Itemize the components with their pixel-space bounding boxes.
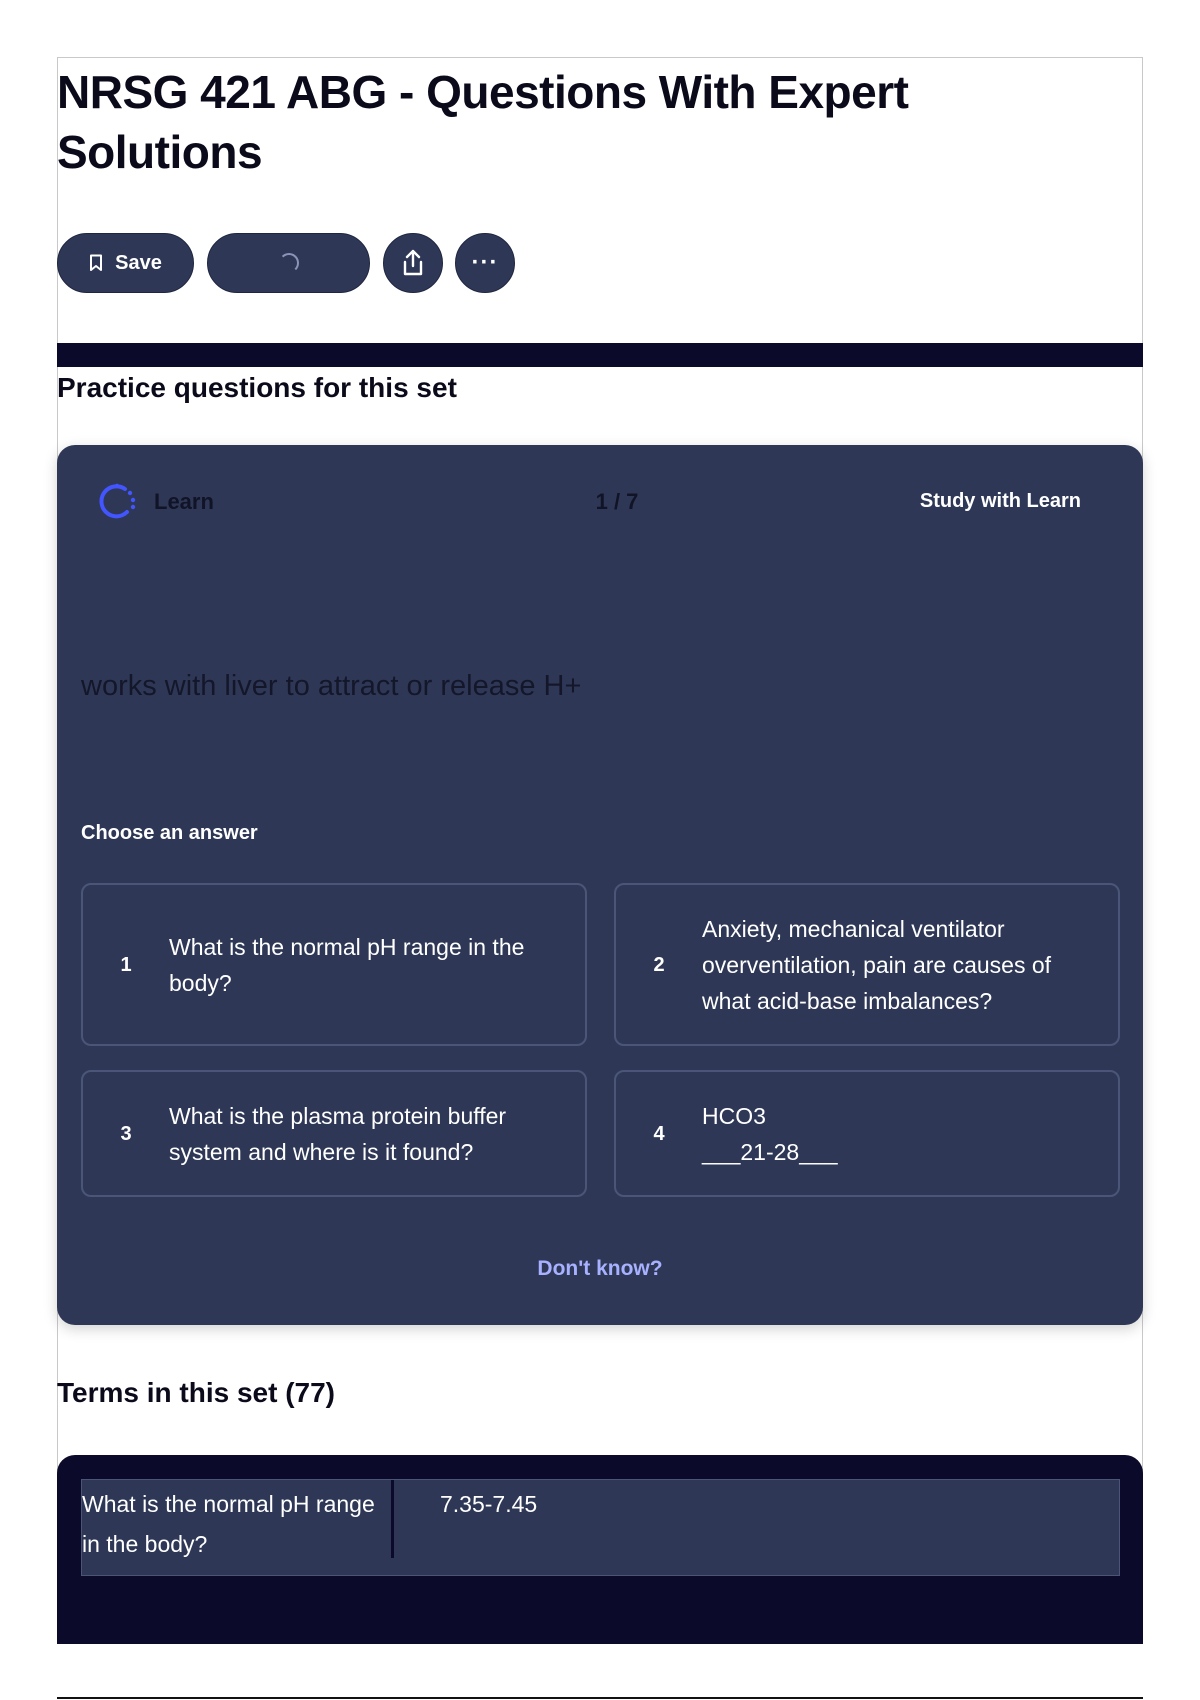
save-label: Save: [115, 251, 162, 274]
bottom-rule: [57, 1697, 1143, 1699]
learn-card: [57, 445, 1143, 1325]
page-title: NRSG 421 ABG - Questions With Expert Solutions: [57, 66, 909, 178]
term-definition: 7.35-7.45: [440, 1491, 538, 1517]
answer-option-1[interactable]: [81, 883, 587, 1046]
answer-option-3[interactable]: [81, 1070, 587, 1197]
term-divider: [391, 1480, 394, 1558]
share-button[interactable]: [383, 233, 443, 293]
study-with-learn-link[interactable]: Study with Learn: [919, 490, 1081, 512]
spinner-icon: [279, 253, 299, 273]
answer-number: 2: [653, 953, 665, 976]
terms-heading: Terms in this set (77): [57, 1377, 336, 1408]
more-options-button[interactable]: [455, 233, 515, 293]
learn-label: Learn: [154, 489, 214, 514]
answer-text: What is the normal pH range in the body?: [169, 933, 525, 996]
term-text: What is the normal pH range in the body?: [82, 1491, 375, 1557]
terms-list: [57, 1455, 1143, 1644]
practice-heading: Practice questions for this set: [57, 372, 457, 403]
answer-number: 3: [120, 1122, 132, 1145]
question-prompt: works with liver to attract or release H+: [81, 670, 582, 702]
answer-number: 4: [653, 1122, 665, 1145]
learn-logo-icon: [95, 480, 139, 524]
progress-counter: 1 / 7: [595, 489, 639, 514]
answer-text: Anxiety, mechanical ventilator overventilation, pain are causes of what acid-base imbalances?: [702, 915, 1052, 1014]
answer-text: HCO3 ___21-28___: [702, 1102, 838, 1165]
share-icon: [399, 248, 427, 278]
answer-text: What is the plasma protein buffer system and where is it found?: [169, 1102, 507, 1165]
loading-button[interactable]: [207, 233, 370, 293]
answer-number: 1: [120, 953, 132, 976]
save-button[interactable]: [57, 233, 194, 293]
answer-option-4[interactable]: [614, 1070, 1120, 1197]
answer-option-2[interactable]: [614, 883, 1120, 1046]
more-icon: ···: [471, 249, 499, 276]
dont-know-button[interactable]: Don't know?: [537, 1257, 663, 1280]
term-row[interactable]: [81, 1479, 1120, 1576]
choose-answer-label: Choose an answer: [81, 822, 258, 844]
bookmark-icon: [89, 254, 103, 272]
section-divider: [57, 343, 1143, 367]
